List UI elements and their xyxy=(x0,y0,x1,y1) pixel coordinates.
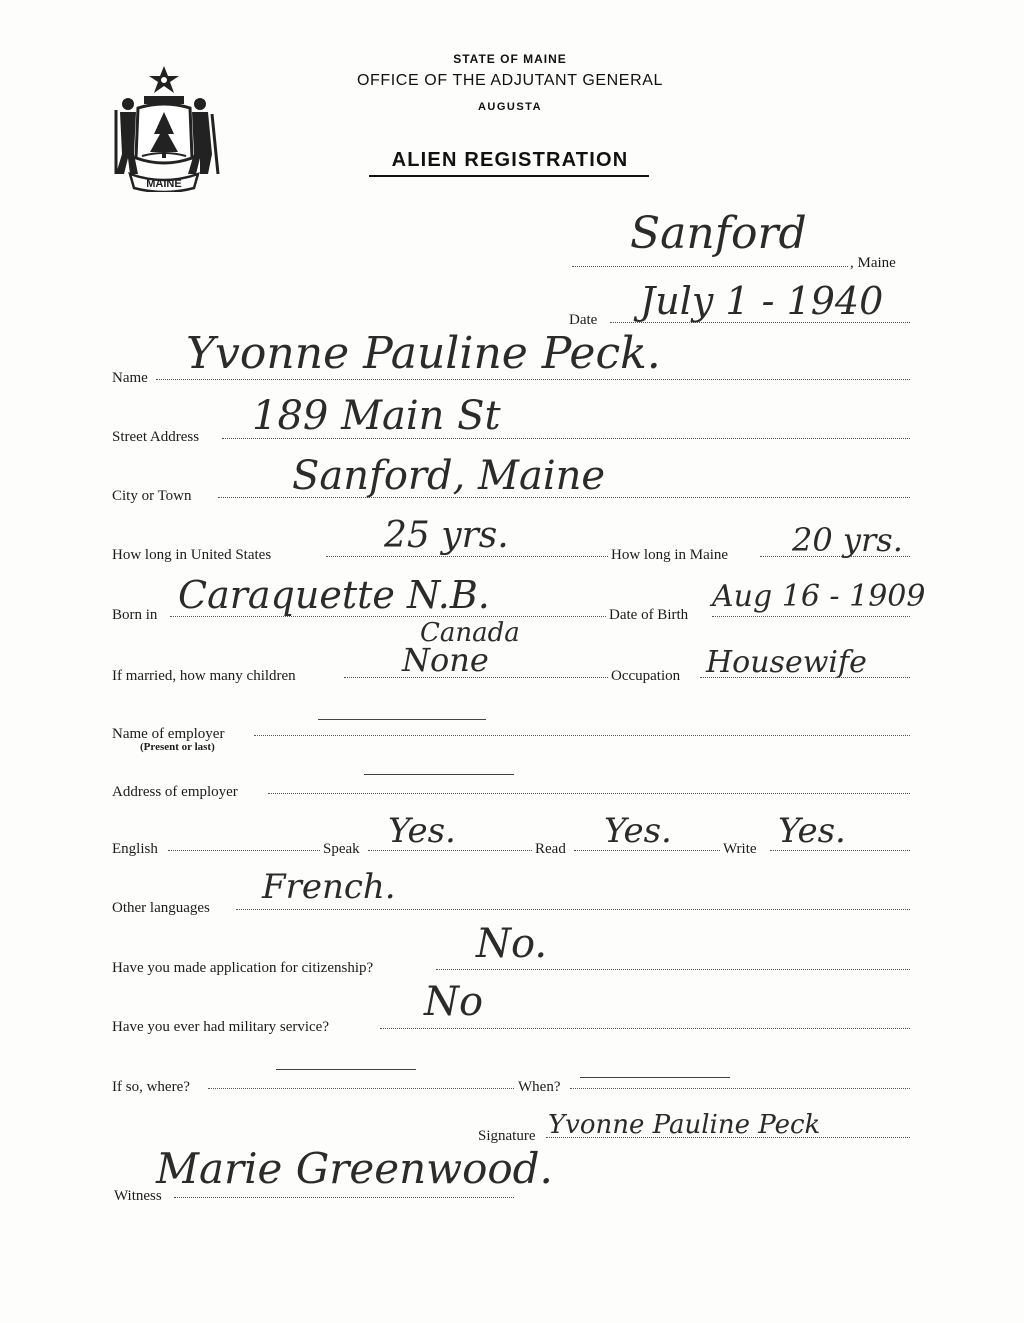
city-value: Sanford, Maine xyxy=(292,453,606,499)
when-dotted-line xyxy=(570,1088,910,1089)
speak-value: Yes. xyxy=(388,811,456,851)
date-of-birth-label: Date of Birth xyxy=(609,607,689,623)
header-state: STATE OF MAINE xyxy=(453,52,567,66)
witness-label: Witness xyxy=(114,1188,162,1204)
citizenship-value: No. xyxy=(476,921,548,967)
speak-label: Speak xyxy=(323,841,360,857)
other-languages-dotted-line xyxy=(236,909,910,910)
city-label: City or Town xyxy=(112,488,192,504)
born-in-country-value: Canada xyxy=(420,618,520,648)
signature-label: Signature xyxy=(478,1128,536,1144)
signature-value: Yvonne Pauline Peck xyxy=(548,1110,821,1140)
citizenship-label: Have you made application for citizenship? xyxy=(112,960,374,976)
children-value: None xyxy=(402,641,489,679)
maine-label: , Maine xyxy=(850,255,896,271)
how-long-us-label: How long in United States xyxy=(112,547,272,563)
employer-name-note: (Present or last) xyxy=(140,741,215,753)
military-value: No xyxy=(424,979,484,1025)
employer-address-blank-stroke xyxy=(364,774,514,775)
when-blank-stroke xyxy=(580,1077,730,1078)
how-long-us-value: 25 yrs. xyxy=(384,515,509,556)
employer-address-dotted-line xyxy=(268,793,910,794)
employer-name-dotted-line xyxy=(254,735,910,736)
how-long-maine-label: How long in Maine xyxy=(611,547,729,563)
date-of-birth-dotted-line xyxy=(712,616,910,617)
title-underline xyxy=(369,175,649,177)
town-dotted-line xyxy=(572,266,848,267)
street-address-value: 189 Main St xyxy=(252,393,501,439)
witness-value: Marie Greenwood. xyxy=(156,1144,553,1193)
children-label: If married, how many children xyxy=(112,668,296,684)
occupation-label: Occupation xyxy=(611,668,681,684)
form-title: ALIEN REGISTRATION xyxy=(391,149,629,171)
date-value: July 1 - 1940 xyxy=(640,279,884,323)
date-label: Date xyxy=(569,312,598,328)
english-label: English xyxy=(112,841,158,857)
english-dotted-line xyxy=(168,850,320,851)
if-so-where-label: If so, where? xyxy=(112,1079,190,1095)
other-languages-label: Other languages xyxy=(112,900,210,916)
date-of-birth-value: Aug 16 - 1909 xyxy=(712,579,926,614)
name-value: Yvonne Pauline Peck. xyxy=(186,328,661,379)
if-so-where-dotted-line xyxy=(208,1088,514,1089)
how-long-maine-value: 20 yrs. xyxy=(792,521,903,559)
citizenship-dotted-line xyxy=(436,969,910,970)
when-label: When? xyxy=(518,1079,561,1095)
employer-address-label: Address of employer xyxy=(112,784,238,800)
town-value: Sanford xyxy=(630,208,807,259)
born-in-label: Born in xyxy=(112,607,158,623)
military-label: Have you ever had military service? xyxy=(112,1019,329,1035)
seal-text: MAINE xyxy=(146,178,182,190)
military-dotted-line xyxy=(380,1028,910,1029)
maine-state-seal xyxy=(108,62,220,192)
header-office: OFFICE OF THE ADJUTANT GENERAL xyxy=(356,72,664,89)
how-long-us-dotted-line xyxy=(326,556,608,557)
where-blank-stroke xyxy=(276,1069,416,1070)
name-dotted-line xyxy=(156,379,910,380)
read-value: Yes. xyxy=(604,811,672,851)
other-languages-value: French. xyxy=(262,867,396,907)
street-address-label: Street Address xyxy=(112,429,200,445)
name-label: Name xyxy=(112,370,148,386)
header-city: AUGUSTA xyxy=(477,101,543,113)
read-label: Read xyxy=(535,841,566,857)
employer-name-blank-stroke xyxy=(318,719,486,720)
write-label: Write xyxy=(723,841,757,857)
born-in-value: Caraquette N.B. xyxy=(178,573,490,617)
occupation-value: Housewife xyxy=(706,645,867,680)
employer-name-label: Name of employer xyxy=(112,726,225,742)
witness-dotted-line xyxy=(174,1197,514,1198)
write-value: Yes. xyxy=(778,811,846,851)
